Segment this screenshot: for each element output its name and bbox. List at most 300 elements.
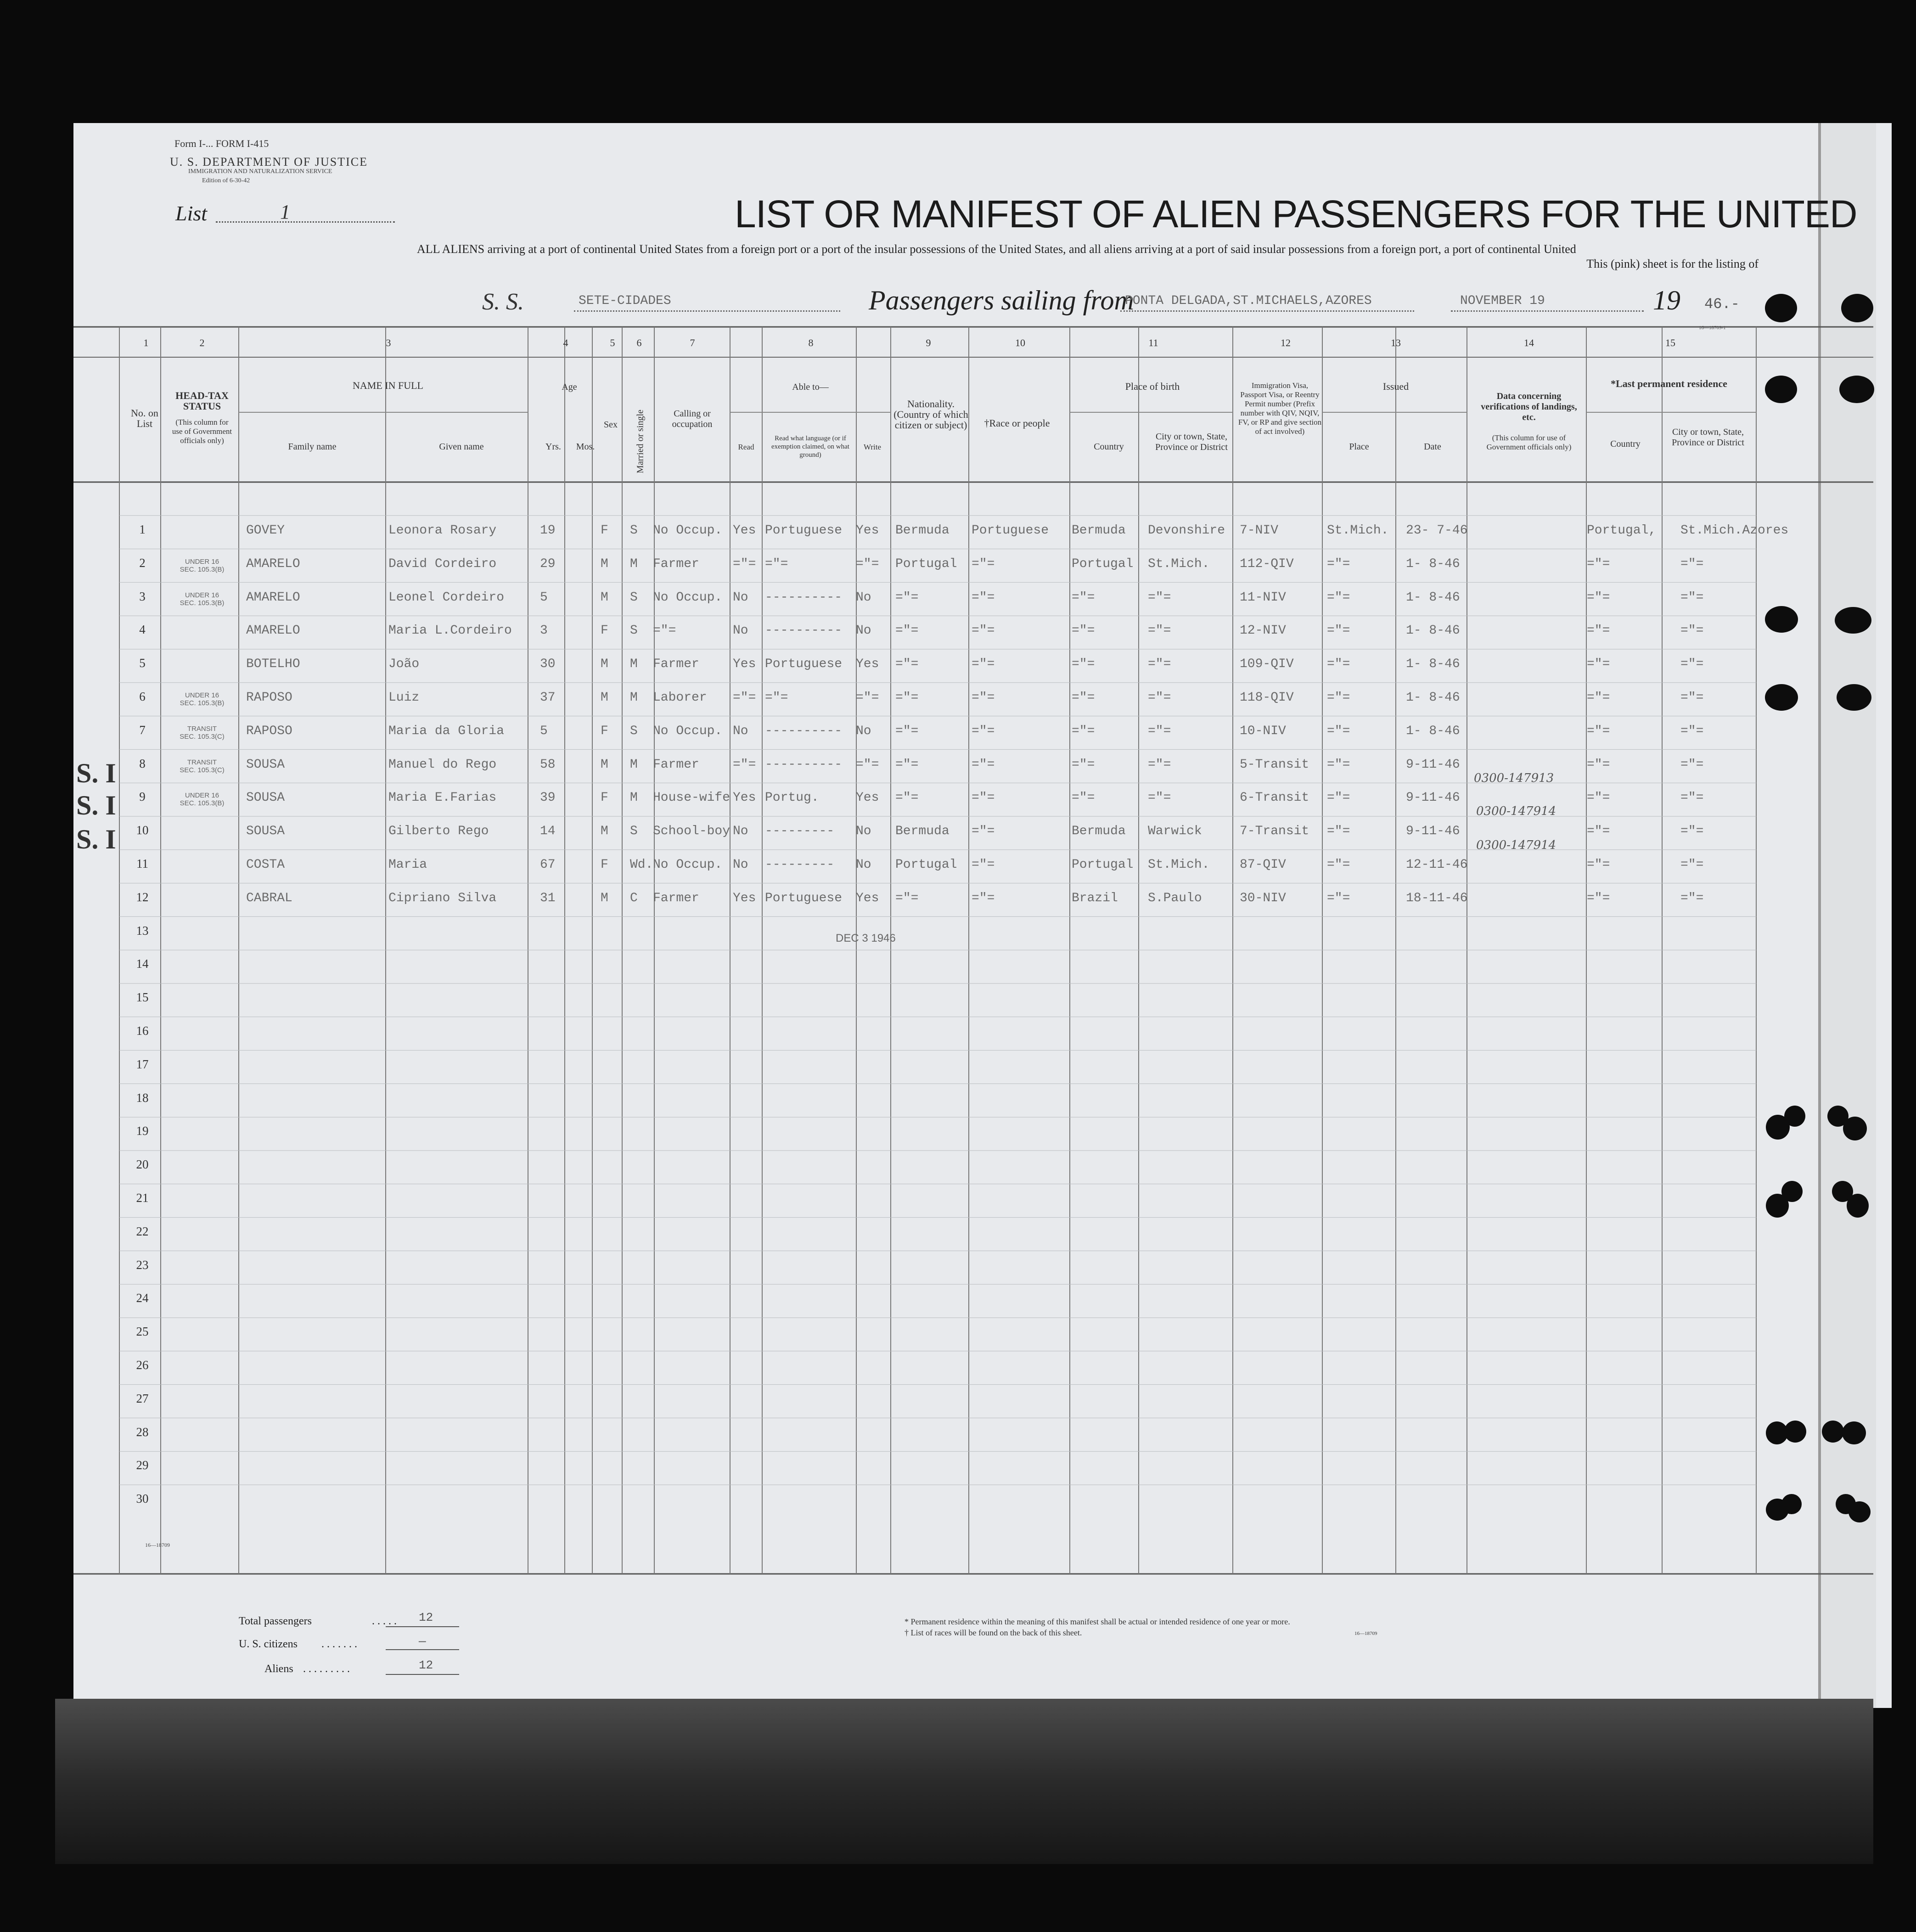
cell-given: David Cordeiro — [388, 556, 497, 571]
cell-birth-city: Warwick — [1148, 824, 1202, 839]
column-number: 8 — [808, 337, 814, 348]
cell-occupation: Laborer — [653, 691, 707, 705]
form-code: 16—18709-1 — [1699, 325, 1726, 331]
cell-race: ="= — [972, 724, 995, 738]
cell-occupation: No Occup. — [653, 523, 723, 538]
us-citizens-label: U. S. citizens — [239, 1638, 298, 1650]
cell-visa: 11-NIV — [1240, 590, 1286, 605]
header-family-name: Family name — [288, 442, 337, 452]
punch-hole — [1765, 294, 1797, 322]
column-number: 5 — [610, 337, 615, 348]
stamp-line: SEC. 105.3(B) — [180, 565, 225, 573]
cell-given: Luiz — [388, 691, 420, 705]
row-number: 4 — [139, 623, 146, 637]
cell-nationality: Portugal — [895, 858, 957, 872]
header-read: Read — [738, 443, 754, 451]
cell-nationality: ="= — [895, 724, 919, 738]
cell-birth-city: ="= — [1148, 590, 1171, 605]
stamp-line: UNDER 16 — [185, 557, 219, 566]
column-number: 13 — [1391, 337, 1401, 348]
punch-hole — [1765, 684, 1798, 711]
cell-birth-city: ="= — [1148, 691, 1171, 705]
cell-birth-country: ="= — [1072, 657, 1095, 672]
cell-issued-place: ="= — [1327, 691, 1350, 705]
date-stamp: DEC 3 1946 — [836, 932, 896, 944]
punch-hole — [1822, 1421, 1844, 1443]
header-issued-date: Date — [1424, 442, 1441, 452]
cell-age: 58 — [540, 757, 556, 772]
footnote-residence: * Permanent residence within the meaning of this manifest shall be actual or intended residence of one year or more. — [905, 1617, 1290, 1626]
row-number: 6 — [139, 690, 146, 703]
header-race: †Race or people — [984, 417, 1050, 429]
cell-issued-date: 1- 8-46 — [1406, 590, 1460, 605]
head-tax-stamp — [172, 725, 232, 741]
punch-hole — [1784, 1421, 1806, 1443]
cell-res-country: ="= — [1587, 657, 1610, 672]
cell-issued-place: ="= — [1327, 556, 1350, 571]
cell-visa: 87-QIV — [1240, 858, 1286, 872]
cell-issued-date: 23- 7-46 — [1406, 523, 1468, 538]
stamp-line: SEC. 105.3(B) — [180, 799, 225, 808]
cell-write: ="= — [856, 691, 879, 705]
cell-married: M — [630, 757, 638, 772]
cell-given: Maria — [388, 858, 427, 872]
cell-res-country: ="= — [1587, 691, 1610, 705]
cell-given: Leonora Rosary — [388, 523, 497, 538]
column-number: 10 — [1015, 337, 1025, 348]
stamp-line: UNDER 16 — [185, 591, 219, 599]
cell-birth-country: Bermuda — [1072, 523, 1126, 538]
verification-number: 0300-147913 — [1474, 771, 1554, 785]
cell-issued-place: ="= — [1327, 724, 1350, 738]
cell-sex: M — [601, 824, 608, 839]
row-number: 29 — [136, 1458, 149, 1472]
cell-family: AMARELO — [246, 556, 300, 571]
cell-issued-date: 9-11-46 — [1406, 824, 1460, 839]
row-number: 25 — [136, 1325, 149, 1339]
footnote-code: 16—18709 — [1354, 1631, 1377, 1636]
cell-family: COSTA — [246, 858, 285, 872]
stamp-line: TRANSIT — [187, 758, 217, 766]
cell-visa: 118-QIV — [1240, 691, 1294, 705]
cell-language: Portuguese — [765, 523, 843, 538]
cell-read: ="= — [733, 757, 756, 772]
verification-number: 0300-147914 — [1476, 804, 1556, 818]
header-read-language: Read what language (or if exemption claimed, on what ground) — [771, 435, 849, 459]
cell-occupation: Farmer — [653, 556, 699, 571]
form-number: Form I-... FORM I-415 — [174, 138, 269, 149]
cell-issued-date: 1- 8-46 — [1406, 691, 1460, 705]
cell-issued-date: 1- 8-46 — [1406, 724, 1460, 738]
row-number: 21 — [136, 1191, 149, 1205]
cell-birth-city: ="= — [1148, 623, 1171, 638]
cell-visa: 7-NIV — [1240, 523, 1279, 538]
column-number: 1 — [143, 337, 149, 348]
cell-race: ="= — [972, 858, 995, 872]
cell-write: No — [856, 623, 871, 638]
cell-read: Yes — [733, 791, 756, 805]
punch-hole — [1765, 606, 1798, 633]
cell-res-country: ="= — [1587, 590, 1610, 605]
cell-issued-place: ="= — [1327, 657, 1350, 672]
column-number: 4 — [563, 337, 568, 348]
cell-birth-country: Bermuda — [1072, 824, 1126, 839]
cell-race: ="= — [972, 891, 995, 905]
column-number: 12 — [1281, 337, 1291, 348]
cell-birth-city: ="= — [1148, 757, 1171, 772]
aliens-line — [386, 1674, 459, 1675]
row-number: 11 — [136, 857, 148, 871]
punch-hole — [1839, 376, 1874, 403]
punch-hole — [1847, 1194, 1869, 1218]
cell-married: S — [630, 824, 638, 839]
cell-birth-country: Brazil — [1072, 891, 1118, 905]
cell-issued-date: 9-11-46 — [1406, 757, 1460, 772]
margin-mark: S. I — [76, 790, 116, 820]
header-calling: Calling or occupation — [672, 409, 713, 429]
cell-issued-date: 1- 8-46 — [1406, 623, 1460, 638]
list-label: List — [175, 202, 208, 225]
cell-birth-country: ="= — [1072, 757, 1095, 772]
cell-res-city: ="= — [1680, 623, 1704, 638]
list-number: 1 — [280, 201, 290, 223]
cell-given: Leonel Cordeiro — [388, 590, 505, 605]
departure-port: PONTA DELGADA,ST.MICHAELS,AZORES — [1125, 294, 1372, 308]
cell-issued-date: 9-11-46 — [1406, 791, 1460, 805]
cell-married: S — [630, 724, 638, 738]
cell-res-country: ="= — [1587, 791, 1610, 805]
cell-given: Maria E.Farias — [388, 791, 497, 805]
cell-age: 67 — [540, 858, 556, 872]
punch-hole — [1843, 1117, 1867, 1140]
cell-language: ---------- — [765, 590, 843, 605]
cell-birth-city: ="= — [1148, 724, 1171, 738]
cell-sex: M — [601, 891, 608, 905]
header-issued-place: Place — [1349, 442, 1369, 452]
cell-given: Manuel do Rego — [388, 757, 497, 772]
cell-race: Portuguese — [972, 523, 1049, 538]
row-number: 24 — [136, 1291, 149, 1305]
cell-sex: M — [601, 556, 608, 571]
cell-write: ="= — [856, 556, 879, 571]
cell-family: SOUSA — [246, 791, 285, 805]
cell-read: No — [733, 858, 748, 872]
punch-hole — [1781, 1494, 1802, 1514]
cell-write: No — [856, 858, 871, 872]
cell-write: Yes — [856, 657, 879, 672]
cell-issued-place: ="= — [1327, 623, 1350, 638]
row-number: 16 — [136, 1024, 149, 1038]
cell-res-city: St.Mich.Azores — [1680, 523, 1789, 538]
cell-occupation: School-boy — [653, 824, 730, 839]
stamp-line: UNDER 16 — [185, 691, 219, 699]
cell-occupation: House-wife — [653, 791, 730, 805]
header-last-residence: *Last permanent residence — [1611, 378, 1727, 389]
cell-nationality: ="= — [895, 791, 919, 805]
cell-issued-date: 1- 8-46 — [1406, 657, 1460, 672]
cell-married: C — [630, 891, 638, 905]
cell-nationality: ="= — [895, 757, 919, 772]
cell-family: SOUSA — [246, 757, 285, 772]
column-number: 2 — [199, 337, 205, 348]
total-passengers-label: Total passengers — [239, 1615, 312, 1627]
cell-read: No — [733, 590, 748, 605]
head-tax-stamp — [172, 558, 232, 573]
row-number: 9 — [139, 790, 146, 804]
column-number: 9 — [926, 337, 931, 348]
cell-sex: M — [601, 757, 608, 772]
cell-age: 31 — [540, 891, 556, 905]
sailing-from-label: Passengers sailing from — [869, 285, 1134, 315]
cell-language: ---------- — [765, 724, 843, 738]
cell-write: Yes — [856, 523, 879, 538]
cell-birth-city: ="= — [1148, 657, 1171, 672]
cell-occupation: No Occup. — [653, 724, 723, 738]
punch-hole — [1765, 376, 1797, 403]
header-head-tax-note: (This column for use of Government officials only) — [172, 418, 232, 445]
row-number: 5 — [139, 656, 146, 670]
cell-visa: 5-Transit — [1240, 757, 1309, 772]
cell-race: ="= — [972, 791, 995, 805]
cell-issued-place: ="= — [1327, 891, 1350, 905]
cell-res-country: ="= — [1587, 556, 1610, 571]
cell-issued-place: ="= — [1327, 858, 1350, 872]
cell-res-city: ="= — [1680, 657, 1704, 672]
margin-mark: S. I — [76, 824, 116, 854]
cell-res-city: ="= — [1680, 556, 1704, 571]
cell-res-city: ="= — [1680, 757, 1704, 772]
cell-read: ="= — [733, 691, 756, 705]
column-number: 11 — [1148, 337, 1158, 348]
head-tax-stamp — [172, 758, 232, 774]
cell-birth-country: ="= — [1072, 590, 1095, 605]
footnote-races: † List of races will be found on the back of this sheet. — [905, 1628, 1082, 1637]
header-verification: Data concerning verifications of landings, etc. — [1481, 391, 1577, 422]
cell-language: ="= — [765, 691, 788, 705]
header-given-name: Given name — [439, 442, 484, 452]
row-number: 13 — [136, 923, 149, 938]
header-age: Age — [562, 382, 577, 392]
cell-issued-place: ="= — [1327, 824, 1350, 839]
cell-visa: 10-NIV — [1240, 724, 1286, 738]
cell-age: 30 — [540, 657, 556, 672]
citizens-dots: . . . . . . . — [321, 1638, 357, 1650]
row-number: 26 — [136, 1358, 149, 1372]
cell-birth-city: ="= — [1148, 791, 1171, 805]
cell-age: 39 — [540, 791, 556, 805]
head-tax-stamp — [172, 591, 232, 607]
cell-family: AMARELO — [246, 623, 300, 638]
document-title: LIST OR MANIFEST OF ALIEN PASSENGERS FOR THE UNITED — [735, 192, 1857, 236]
column-number: 6 — [636, 337, 642, 348]
cell-family: RAPOSO — [246, 691, 292, 705]
cell-given: Maria da Gloria — [388, 724, 505, 738]
cell-family: CABRAL — [246, 891, 292, 905]
ship-label: S. S. — [482, 289, 524, 315]
us-citizens-value: — — [419, 1634, 426, 1648]
cell-birth-country: ="= — [1072, 791, 1095, 805]
row-number: 12 — [136, 890, 149, 904]
header-sex: Sex — [604, 420, 618, 430]
row-number: 3 — [139, 589, 146, 603]
cell-married: M — [630, 791, 638, 805]
cell-res-country: ="= — [1587, 623, 1610, 638]
citizens-line — [386, 1649, 459, 1650]
cell-nationality: ="= — [895, 623, 919, 638]
stamp-line: SEC. 105.3(C) — [180, 732, 225, 741]
title-instruction-2: This (pink) sheet is for the listing of — [1586, 257, 1759, 270]
sailing-date: NOVEMBER 19 — [1460, 294, 1545, 308]
cell-sex: F — [601, 623, 608, 638]
cell-occupation: Farmer — [653, 657, 699, 672]
cell-given: Cipriano Silva — [388, 891, 497, 905]
header-mos: Mos. — [576, 442, 595, 452]
header-issued: Issued — [1382, 381, 1409, 392]
header-visa: Immigration Visa, Passport Visa, or Reentry Permit number (Prefix number with QIV, NQIV, FV, or RP and give section of act involved) — [1238, 381, 1322, 436]
verification-number: 0300-147914 — [1476, 838, 1556, 852]
cell-given: João — [388, 657, 420, 672]
cell-birth-city: S.Paulo — [1148, 891, 1202, 905]
cell-res-country: ="= — [1587, 824, 1610, 839]
cell-sex: F — [601, 523, 608, 538]
cell-occupation: No Occup. — [653, 590, 723, 605]
cell-language: ="= — [765, 556, 788, 571]
cell-visa: 30-NIV — [1240, 891, 1286, 905]
cell-visa: 6-Transit — [1240, 791, 1309, 805]
cell-married: M — [630, 556, 638, 571]
cell-given: Maria L.Cordeiro — [388, 623, 512, 638]
total-passengers-value: 12 — [419, 1611, 433, 1624]
cell-res-city: ="= — [1680, 791, 1704, 805]
row-number: 2 — [139, 556, 146, 570]
cell-birth-city: St.Mich. — [1148, 556, 1210, 571]
cell-sex: F — [601, 724, 608, 738]
cell-language: Portug. — [765, 791, 819, 805]
header-head-tax: HEAD-TAX STATUS — [175, 390, 229, 412]
header-married-single: Married or single — [635, 410, 646, 473]
header-able-to: Able to— — [792, 382, 829, 392]
row-number: 28 — [136, 1425, 149, 1439]
punch-hole — [1837, 684, 1871, 711]
header-res-country: Country — [1610, 439, 1641, 449]
row-number: 17 — [136, 1057, 149, 1071]
cell-res-city: ="= — [1680, 590, 1704, 605]
row-number: 23 — [136, 1258, 149, 1272]
cell-occupation: ="= — [653, 623, 676, 638]
cell-visa: 12-NIV — [1240, 623, 1286, 638]
cell-married: S — [630, 590, 638, 605]
header-no-on-list: No. on List — [131, 407, 158, 429]
cell-married: S — [630, 623, 638, 638]
cell-married: Wd. — [630, 858, 653, 872]
cell-visa: 112-QIV — [1240, 556, 1294, 571]
header-birth-country: Country — [1094, 442, 1124, 452]
column-number: 14 — [1524, 337, 1534, 348]
header-birth-city: City or town, State, Province or District — [1155, 432, 1228, 452]
punch-hole — [1842, 1421, 1866, 1444]
cell-married: M — [630, 657, 638, 672]
cell-age: 3 — [540, 623, 548, 638]
cell-res-city: ="= — [1680, 824, 1704, 839]
cell-issued-place: St.Mich. — [1327, 523, 1389, 538]
cell-family: BOTELHO — [246, 657, 300, 672]
cell-birth-country: Portugal — [1072, 858, 1134, 872]
cell-issued-date: 18-11-46 — [1406, 891, 1468, 905]
year-prefix: 19 — [1653, 285, 1680, 315]
cell-issued-date: 12-11-46 — [1406, 858, 1468, 872]
header-verification-note: (This column for use of Government officials only) — [1486, 433, 1572, 451]
cell-language: Portuguese — [765, 891, 843, 905]
cell-res-country: ="= — [1587, 858, 1610, 872]
cell-write: Yes — [856, 891, 879, 905]
stamp-line: SEC. 105.3(B) — [180, 699, 225, 707]
bottom-form-code: 16—18709 — [145, 1542, 170, 1548]
cell-family: GOVEY — [246, 523, 285, 538]
title-instruction-1: ALL ALIENS arriving at a port of continental United States from a foreign port or a port of the insular possessions of the United States, and all aliens arriving at a port of said insular possessions from a foreign port, a port of continental United — [417, 242, 1576, 256]
total-line — [386, 1626, 459, 1627]
cell-age: 14 — [540, 824, 556, 839]
cell-sex: F — [601, 791, 608, 805]
aliens-value: 12 — [419, 1658, 433, 1672]
row-number: 22 — [136, 1224, 149, 1238]
cell-language: --------- — [765, 858, 835, 872]
cell-married: S — [630, 523, 638, 538]
cell-res-city: ="= — [1680, 724, 1704, 738]
row-number: 18 — [136, 1090, 149, 1105]
cell-birth-country: ="= — [1072, 623, 1095, 638]
header-place-of-birth: Place of birth — [1125, 381, 1180, 392]
row-number: 1 — [139, 522, 146, 536]
cell-sex: M — [601, 657, 608, 672]
column-number: 15 — [1665, 337, 1675, 348]
cell-sex: M — [601, 691, 608, 705]
cell-nationality: Portugal — [895, 556, 957, 571]
cell-family: RAPOSO — [246, 724, 292, 738]
cell-family: AMARELO — [246, 590, 300, 605]
row-number: 20 — [136, 1157, 149, 1172]
margin-mark: S. I — [76, 758, 116, 788]
cell-race: ="= — [972, 657, 995, 672]
cell-write: ="= — [856, 757, 879, 772]
column-number: 7 — [690, 337, 695, 348]
cell-birth-city: St.Mich. — [1148, 858, 1210, 872]
cell-sex: F — [601, 858, 608, 872]
cell-age: 19 — [540, 523, 556, 538]
cell-read: No — [733, 724, 748, 738]
cell-res-city: ="= — [1680, 691, 1704, 705]
cell-birth-country: Portugal — [1072, 556, 1134, 571]
column-number: 3 — [386, 337, 391, 348]
cell-family: SOUSA — [246, 824, 285, 839]
row-number: 14 — [136, 957, 149, 971]
cell-issued-place: ="= — [1327, 757, 1350, 772]
cell-nationality: ="= — [895, 657, 919, 672]
cell-birth-city: Devonshire — [1148, 523, 1225, 538]
row-number: 15 — [136, 990, 149, 1005]
cell-read: Yes — [733, 657, 756, 672]
cell-write: No — [856, 724, 871, 738]
cell-language: --------- — [765, 824, 835, 839]
row-number: 10 — [136, 823, 149, 837]
row-number: 27 — [136, 1391, 149, 1405]
cell-occupation: Farmer — [653, 891, 699, 905]
cell-visa: 109-QIV — [1240, 657, 1294, 672]
cell-read: Yes — [733, 523, 756, 538]
row-number: 30 — [136, 1492, 149, 1506]
header-yrs: Yrs. — [545, 442, 561, 452]
cell-given: Gilberto Rego — [388, 824, 489, 839]
cell-birth-country: ="= — [1072, 691, 1095, 705]
